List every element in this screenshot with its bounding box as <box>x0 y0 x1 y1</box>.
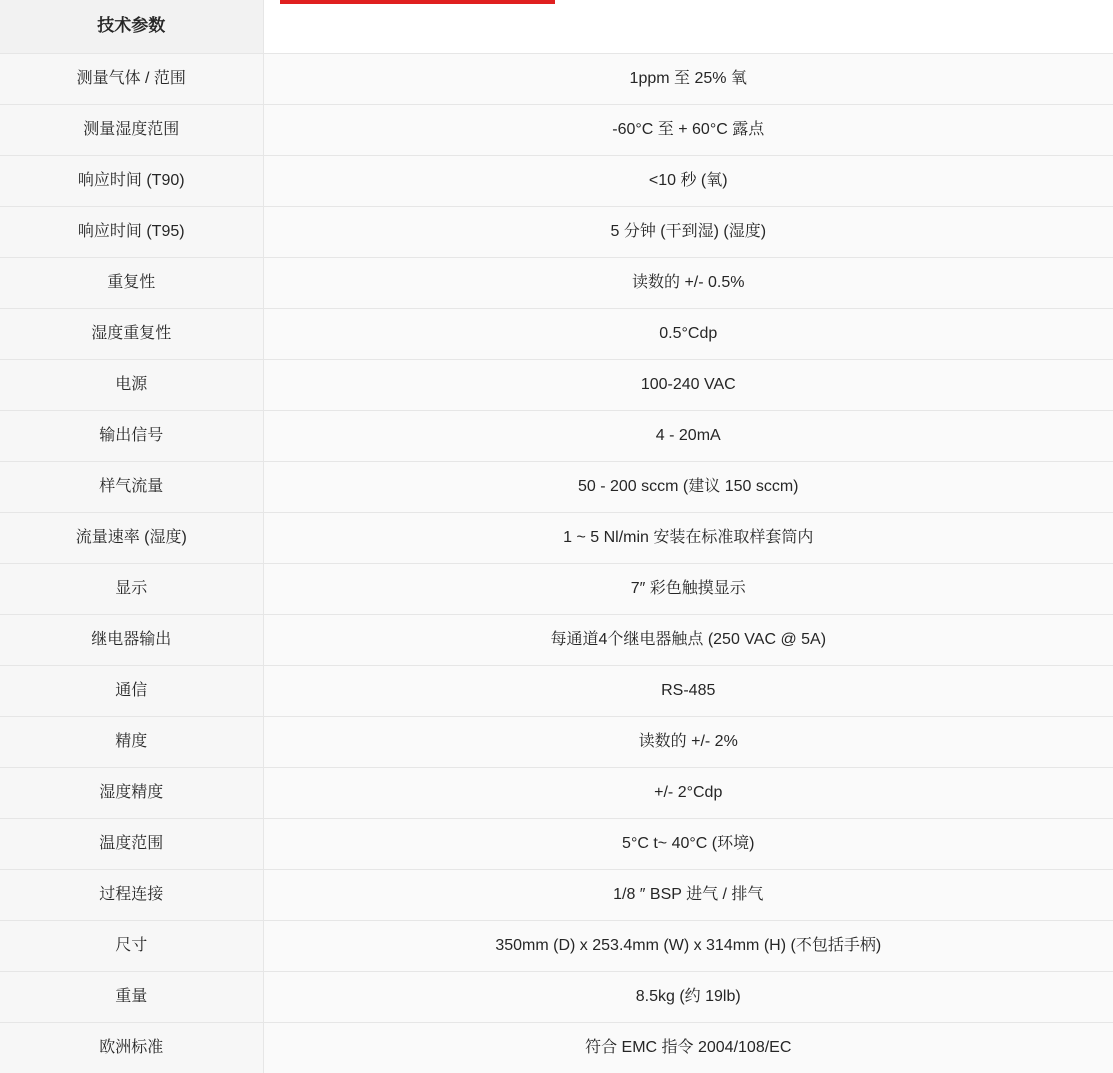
row-label: 重复性 <box>0 257 263 308</box>
table-header-label: 技术参数 <box>0 0 263 53</box>
table-row <box>0 206 1113 257</box>
row-label: 尺寸 <box>0 920 263 971</box>
row-label: 重量 <box>0 971 263 1022</box>
row-label: 输出信号 <box>0 410 263 461</box>
table-row <box>0 155 1113 206</box>
table-row <box>0 257 1113 308</box>
row-label: 湿度重复性 <box>0 308 263 359</box>
table-row <box>0 920 1113 971</box>
table-row <box>0 410 1113 461</box>
row-value: 读数的 +/- 2% <box>263 716 1113 767</box>
row-label: 显示 <box>0 563 263 614</box>
row-value: 5°C t~ 40°C (环境) <box>263 818 1113 869</box>
table-header-row <box>0 0 1113 53</box>
row-value: 4 - 20mA <box>263 410 1113 461</box>
row-label: 欧洲标准 <box>0 1022 263 1073</box>
row-value: 1/8 ″ BSP 进气 / 排气 <box>263 869 1113 920</box>
row-value: <10 秒 (氧) <box>263 155 1113 206</box>
table-row <box>0 359 1113 410</box>
table-row <box>0 1022 1113 1073</box>
row-value: 350mm (D) x 253.4mm (W) x 314mm (H) (不包括手柄) <box>263 920 1113 971</box>
row-label: 流量速率 (湿度) <box>0 512 263 563</box>
table-row <box>0 665 1113 716</box>
table-row <box>0 53 1113 104</box>
row-value: 7″ 彩色触摸显示 <box>263 563 1113 614</box>
row-value: 每通道4个继电器触点 (250 VAC @ 5A) <box>263 614 1113 665</box>
row-value: 1ppm 至 25% 氧 <box>263 53 1113 104</box>
row-value: 读数的 +/- 0.5% <box>263 257 1113 308</box>
row-label: 测量气体 / 范围 <box>0 53 263 104</box>
row-label: 温度范围 <box>0 818 263 869</box>
row-label: 湿度精度 <box>0 767 263 818</box>
row-value: 50 - 200 sccm (建议 150 sccm) <box>263 461 1113 512</box>
row-label: 响应时间 (T90) <box>0 155 263 206</box>
row-label: 精度 <box>0 716 263 767</box>
table-row <box>0 512 1113 563</box>
row-value: 0.5°Cdp <box>263 308 1113 359</box>
row-label: 继电器输出 <box>0 614 263 665</box>
row-value: 100-240 VAC <box>263 359 1113 410</box>
row-label: 过程连接 <box>0 869 263 920</box>
table-row <box>0 818 1113 869</box>
row-label: 样气流量 <box>0 461 263 512</box>
row-label: 电源 <box>0 359 263 410</box>
row-value: 符合 EMC 指令 2004/108/EC <box>263 1022 1113 1073</box>
accent-bar <box>280 0 555 4</box>
row-label: 测量湿度范围 <box>0 104 263 155</box>
table-row <box>0 971 1113 1022</box>
row-value: 8.5kg (约 19lb) <box>263 971 1113 1022</box>
table-row <box>0 767 1113 818</box>
table-row <box>0 716 1113 767</box>
table-row <box>0 104 1113 155</box>
table-header-value <box>263 0 1113 53</box>
row-value: 1 ~ 5 Nl/min 安装在标准取样套筒内 <box>263 512 1113 563</box>
table-row <box>0 308 1113 359</box>
table-row <box>0 614 1113 665</box>
row-value: +/- 2°Cdp <box>263 767 1113 818</box>
table-row <box>0 563 1113 614</box>
row-label: 通信 <box>0 665 263 716</box>
row-value: -60°C 至 + 60°C 露点 <box>263 104 1113 155</box>
row-label: 响应时间 (T95) <box>0 206 263 257</box>
table-row <box>0 869 1113 920</box>
row-value: RS-485 <box>263 665 1113 716</box>
table-row <box>0 461 1113 512</box>
row-value: 5 分钟 (干到湿) (湿度) <box>263 206 1113 257</box>
